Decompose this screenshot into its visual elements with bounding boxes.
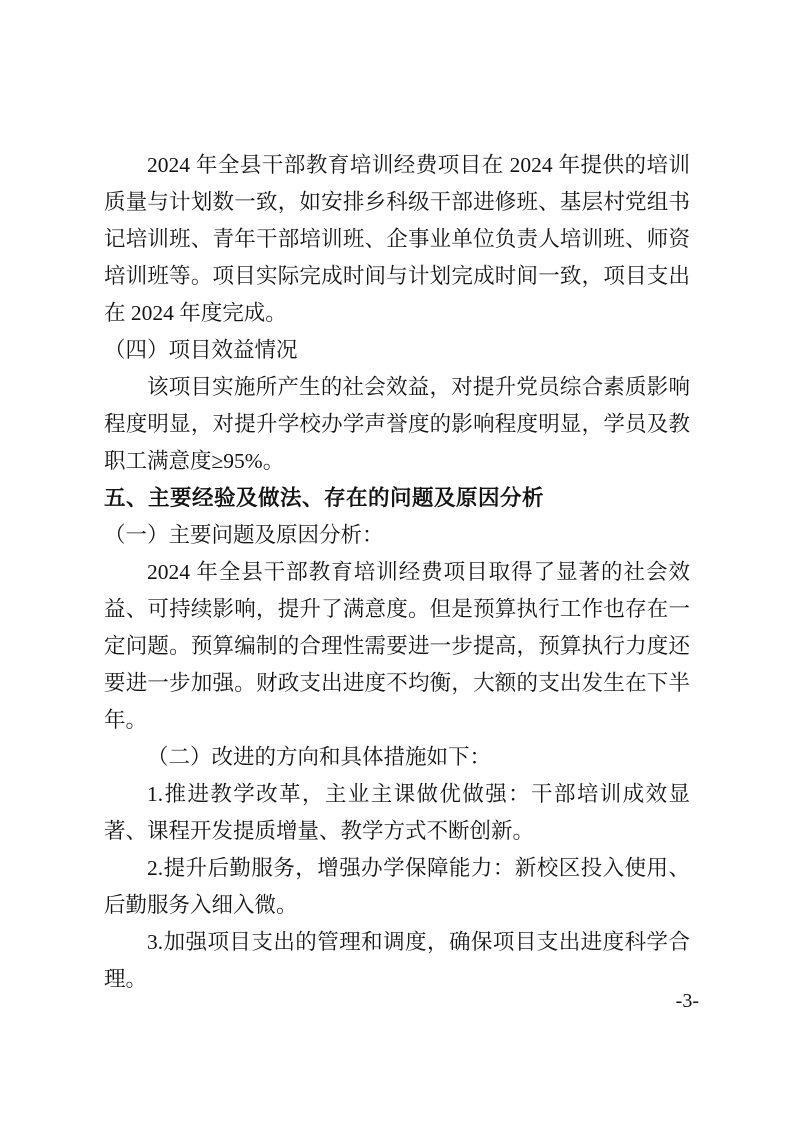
paragraph-problems-analysis: 2024 年全县干部教育培训经费项目取得了显著的社会效益、可持续影响，提升了满意度。但是预算执行工作也存在一定问题。预算编制的合理性需要进一步提高，预算执行力度还要进一步加强。财政支出进度不均衡，大额的支出发生在下半年。 [104, 560, 690, 732]
numbered-item-teaching-reform: 1.推进教学改革，主业主课做优做强：干部培训成效显著、课程开发提质增量、教学方式不断创新。 [104, 782, 690, 843]
page-number: -3- [675, 990, 699, 1012]
document-body [104, 147, 690, 998]
subsection-label-project-benefits: （四）项目效益情况 [104, 338, 298, 362]
subsection-label-main-problems: （一）主要问题及原因分析： [104, 523, 384, 547]
subsection-label-improvement-measures: （二）改进的方向和具体措施如下： [147, 745, 492, 769]
paragraph-social-benefits: 该项目实施所产生的社会效益，对提升党员综合素质影响程度明显，对提升学校办学声誉度的影响程度明显，学员及教职工满意度≥95%。 [104, 375, 690, 473]
paragraph-training-quality: 2024 年全县干部教育培训经费项目在 2024 年提供的培训质量与计划数一致，如安排乡科级干部进修班、基层村党组书记培训班、青年干部培训班、企事业单位负责人培训班、师资培训班等。项目实际完成时间与计划完成时间一致，项目支出在 2024 年度完成。 [104, 153, 690, 325]
section-heading-experience-problems: 五、主要经验及做法、存在的问题及原因分析 [104, 486, 545, 510]
numbered-item-logistics-service: 2.提升后勤服务，增强办学保障能力：新校区投入使用、后勤服务入细入微。 [104, 856, 690, 917]
numbered-item-expenditure-management: 3.加强项目支出的管理和调度，确保项目支出进度科学合理。 [104, 930, 690, 991]
